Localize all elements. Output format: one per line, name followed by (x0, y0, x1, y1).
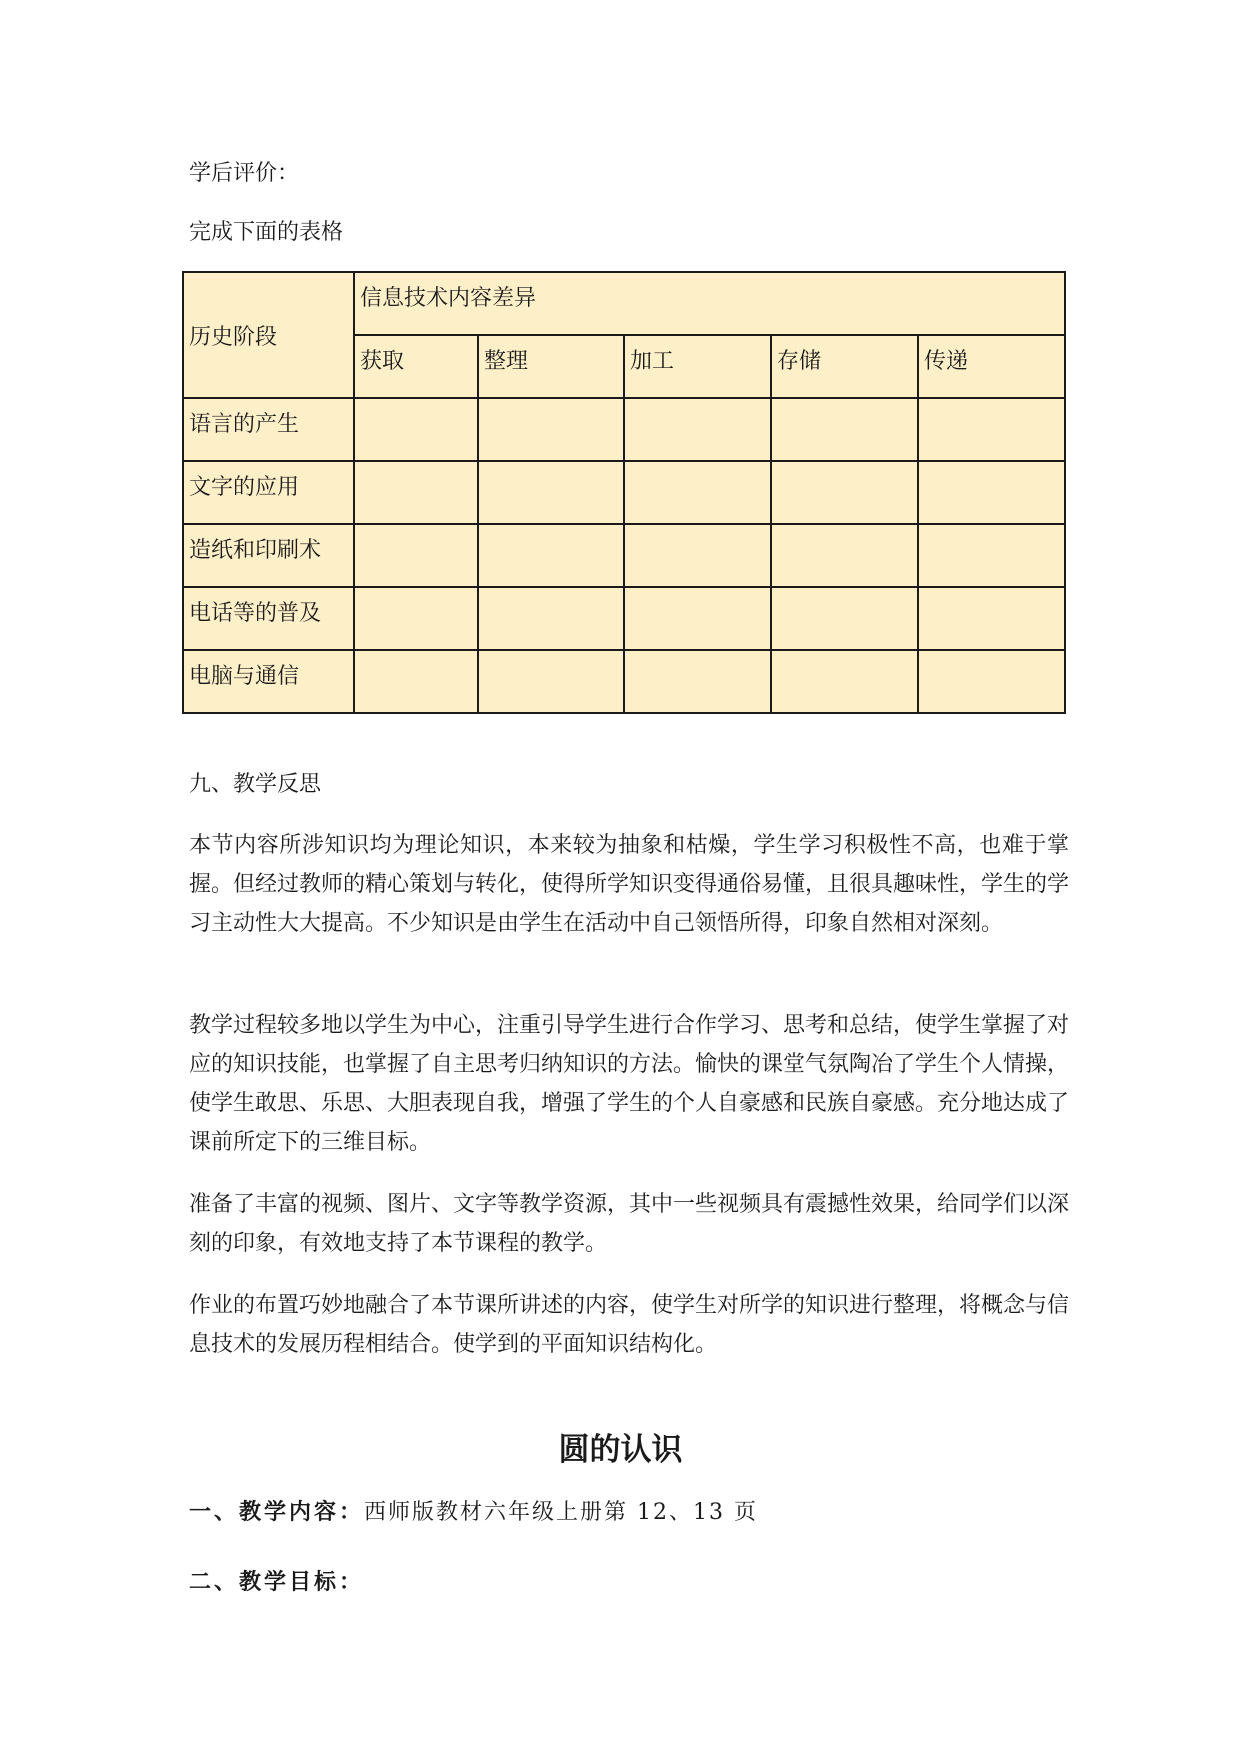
table-cell (624, 650, 771, 713)
table-group-header: 信息技术内容差异 (354, 272, 1065, 335)
table-row (183, 398, 1065, 461)
table-cell (771, 587, 918, 650)
table-cell (918, 461, 1065, 524)
lesson-title: 圆的认识 (558, 1432, 683, 1468)
column-header: 加工 (624, 335, 771, 398)
table-cell (354, 587, 478, 650)
table-cell (771, 461, 918, 524)
table-cell (918, 587, 1065, 650)
reflection-paragraph: 教学过程较多地以学生为中心，注重引导学生进行合作学习、思考和总结，使学生掌握了对应的知识技能，也掌握了自主思考归纳知识的方法。愉快的课堂气氛陶冶了学生个人情操，使学生敢思、乐思、大胆表现自我，增强了学生的个人自豪感和民族自豪感。充分地达成了课前所定下的三维目标。 (189, 1013, 1070, 1155)
table-cell (918, 650, 1065, 713)
table-cell (478, 524, 624, 587)
reflection-paragraph: 本节内容所涉知识均为理论知识，本来较为抽象和枯燥，学生学习积极性不高，也难于掌握。但经过教师的精心策划与转化，使得所学知识变得通俗易懂，且很具趣味性，学生的学习主动性大大提高。不少知识是由学生在活动中自己领悟所得，印象自然相对深刻。 (189, 833, 1070, 936)
table-cell (771, 650, 918, 713)
row-stage-label: 语言的产生 (183, 398, 354, 461)
row-stage-label: 文字的应用 (183, 461, 354, 524)
lesson-content-label: 一、教学内容： (189, 1499, 365, 1525)
table-corner-header: 历史阶段 (183, 272, 354, 398)
row-stage-label: 电脑与通信 (183, 650, 354, 713)
table-cell (478, 461, 624, 524)
lesson-content-line (189, 1497, 758, 1528)
column-header: 整理 (478, 335, 624, 398)
lesson-goal-label: 二、教学目标： (189, 1569, 365, 1595)
table-cell (624, 524, 771, 587)
table-row (183, 524, 1065, 587)
column-header: 获取 (354, 335, 478, 398)
table-instruction: 完成下面的表格 (189, 220, 344, 245)
table-row (183, 461, 1065, 524)
column-header: 传递 (918, 335, 1065, 398)
table-cell (478, 587, 624, 650)
reflection-paragraph: 准备了丰富的视频、图片、文字等教学资源，其中一些视频具有震撼性效果，给同学们以深刻的印象，有效地支持了本节课程的教学。 (189, 1192, 1070, 1256)
table-cell (918, 398, 1065, 461)
evaluation-heading: 学后评价： (189, 161, 300, 186)
row-stage-label: 造纸和印刷术 (183, 524, 354, 587)
table-cell (478, 650, 624, 713)
lesson-content-value: 西师版教材六年级上册第 12、13 页 (364, 1500, 758, 1525)
table-cell (624, 461, 771, 524)
table-cell (918, 524, 1065, 587)
reflection-heading: 九、教学反思 (189, 772, 322, 797)
table-cell (354, 398, 478, 461)
table-cell (354, 650, 478, 713)
evaluation-table (182, 271, 1066, 714)
table-cell (771, 524, 918, 587)
table-row (183, 650, 1065, 713)
table-cell (354, 524, 478, 587)
table-row (183, 587, 1065, 650)
table-cell (771, 398, 918, 461)
table-cell (624, 587, 771, 650)
table-cell (478, 398, 624, 461)
reflection-paragraph: 作业的布置巧妙地融合了本节课所讲述的内容，使学生对所学的知识进行整理，将概念与信息技术的发展历程相结合。使学到的平面知识结构化。 (189, 1293, 1070, 1357)
column-header: 存储 (771, 335, 918, 398)
table-cell (354, 461, 478, 524)
table-cell (624, 398, 771, 461)
lesson-goal-line (189, 1567, 364, 1598)
row-stage-label: 电话等的普及 (183, 587, 354, 650)
